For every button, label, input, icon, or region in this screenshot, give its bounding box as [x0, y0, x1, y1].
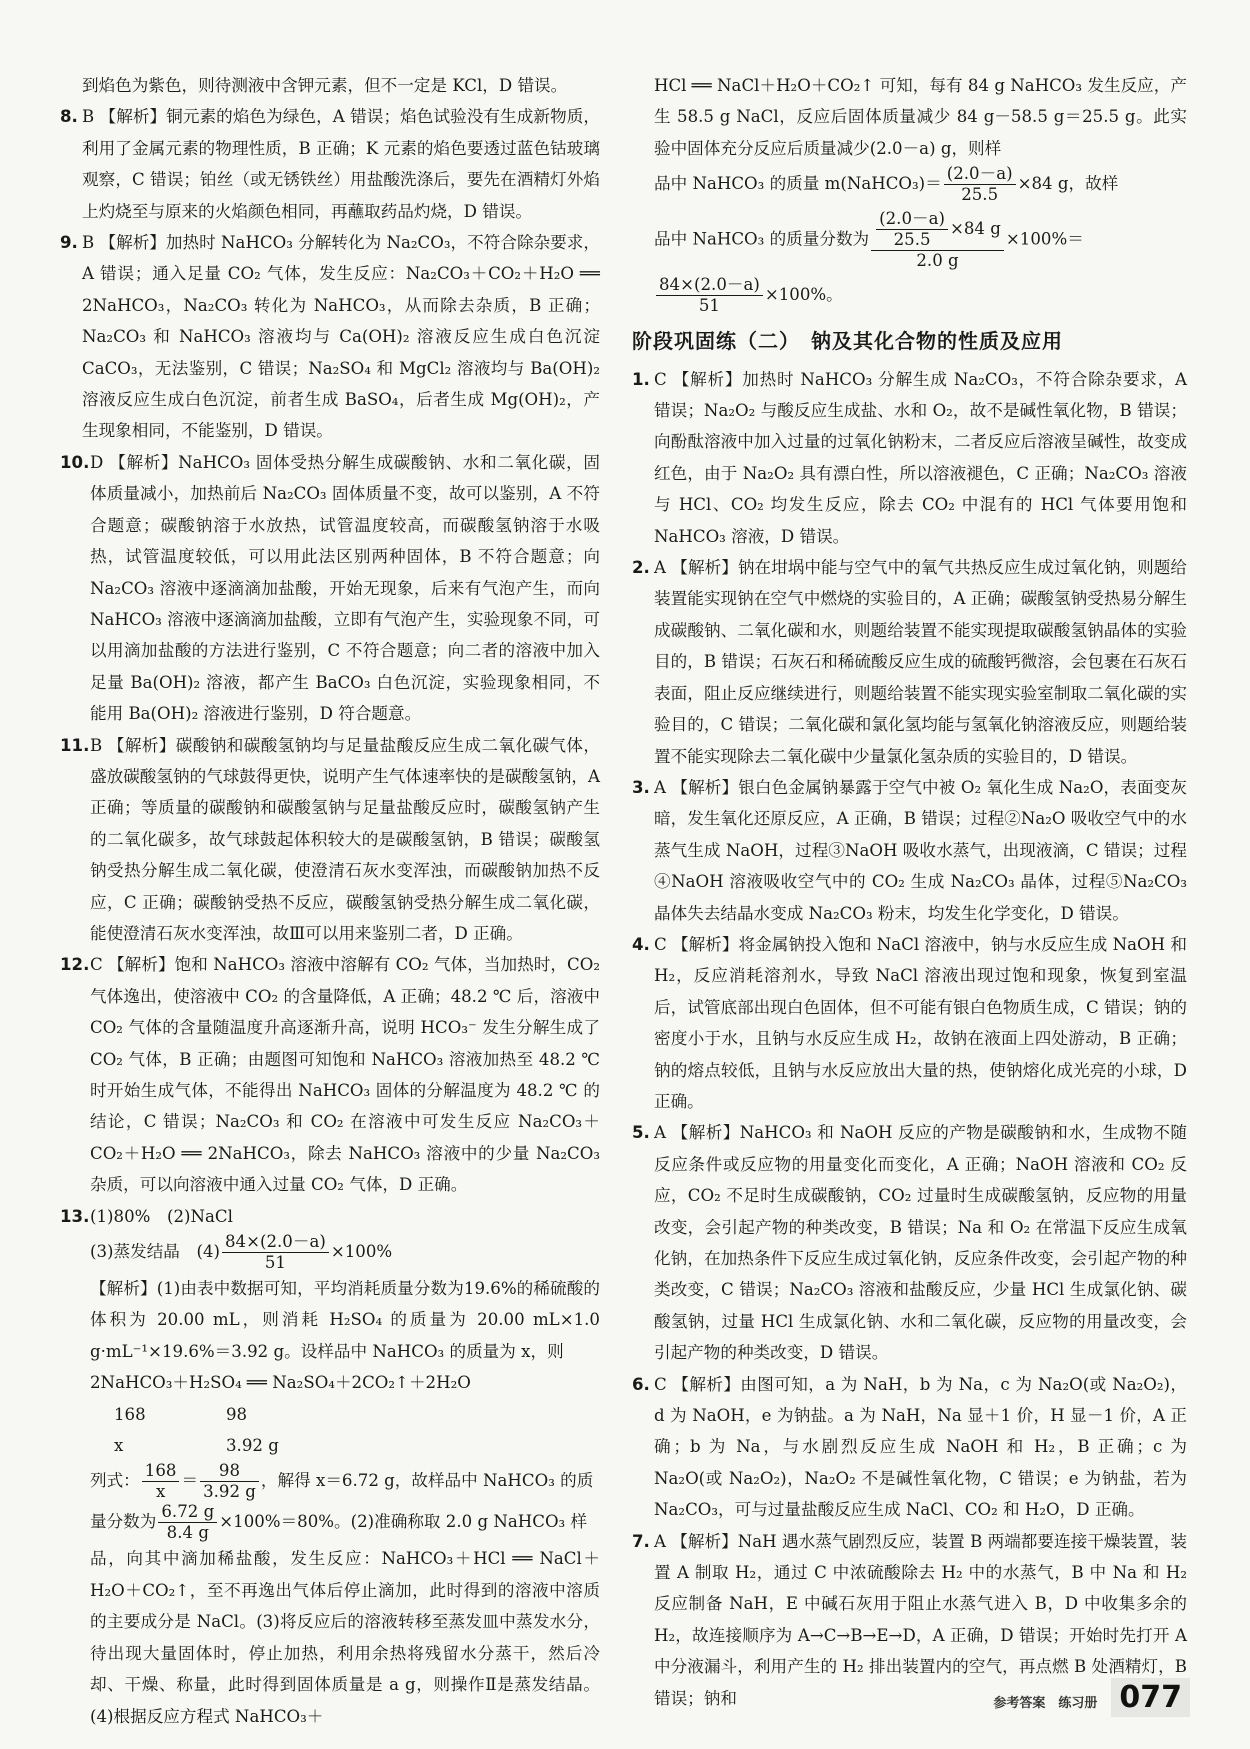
item-text: C 【解析】将金属钠投入饱和 NaCl 溶液中，钠与水反应生成 NaOH 和 H₂，反应消耗溶剂水，导致 NaCl 溶液出现过饱和现象，恢复到室温后，试管底部出现白色固体，但不可能有银白色物质生成，C 错误；钠的密度小于水，且钠与水反应生成 H₂，故钠在液面上四处游动，B 正确；钠的熔点较低，且钠与水反应放出大量的热，使钠熔化成光亮的小球，D 正确。	[654, 934, 1187, 1111]
answer-suffix: ×100%	[330, 1242, 393, 1262]
item-text: A 【解析】NaHCO₃ 和 NaOH 反应的产物是碳酸钠和水，生成物不随反应条件或反应物的用量变化而变化，A 正确；NaOH 溶液和 CO₂ 反应，CO₂ 不足时生成碳酸钠，CO₂ 过量时生成碳酸氢钠，反应物的用量改变，会引起产物的种类改变，B 错误；Na 和 O₂ 在常温下反应生成氧化钠，在加热条件下反应生成过氧化钠，反应条件改变，会引起产物的种类改变，C 错误；Na₂CO₃ 溶液和盐酸反应，少量 HCl 生成氯化钠、碳酸氢钠，过量 HCl 生成氯化钠、水和二氧化碳，反应物的用量改变，会引起产物的种类改变，D 错误。	[654, 1123, 1187, 1363]
answer-item-4	[632, 929, 1187, 1117]
fraction	[656, 275, 763, 316]
fraction	[142, 1461, 180, 1502]
fraction	[200, 1461, 259, 1502]
quantity-x: x	[114, 1436, 124, 1456]
answer-item-8	[60, 101, 600, 227]
explanation-part-1: 【解析】(1)由表中数据可知，平均消耗质量分数为19.6%的稀硫酸的体积为 20.00 mL，则消耗 H₂SO₄ 的质量为 20.00 mL×1.0 g·mL⁻¹×19.6%＝3.92 g。设样品中 NaHCO₃ 的质量为 x，则	[90, 1279, 600, 1361]
fraction-numerator	[871, 209, 1004, 251]
item-number: 9.	[60, 233, 78, 253]
formula-suffix: ×100%＝	[1005, 229, 1084, 249]
fraction-denominator: x	[155, 1482, 166, 1502]
fraction-numerator: 168	[142, 1461, 180, 1482]
fraction	[222, 1232, 329, 1273]
left-column	[60, 70, 600, 1732]
fraction-denominator: 2.0 g	[916, 251, 959, 271]
item-text: C 【解析】由图可知，a 为 NaH，b 为 Na，c 为 Na₂O(或 Na₂O₂)，d 为 NaOH，e 为钠盐。a 为 NaH，Na 显＋1 价，H 显－1 价，A 正确；b 为 Na，与水剧烈反应生成 NaOH 和 H₂，B 正确；c 为 Na₂O(或 Na₂O₂)，Na₂O₂ 不是碱性氧化物，C 错误；e 为钠盐，若为 Na₂CO₃，可与过量盐酸反应生成 NaCl、CO₂ 和 H₂O，D 正确。	[654, 1374, 1187, 1520]
quantity-h2so4: 3.92 g	[226, 1436, 279, 1456]
molar-mass-row	[90, 1399, 600, 1430]
item-number: 6.	[632, 1374, 650, 1394]
fraction-numerator: (2.0－a)	[876, 209, 948, 230]
answer-item-1	[632, 364, 1187, 552]
calculation-line	[90, 1461, 600, 1502]
item-number: 4.	[632, 934, 650, 954]
formula-suffix: ×84 g，故样	[1017, 174, 1119, 194]
explanation-part-2: 品，向其中滴加稀盐酸，发生反应：NaHCO₃＋HCl ══ NaCl＋H₂O＋CO₂↑，至不再逸出气体后停止滴加，此时得到的溶液中溶质的主要成分是 NaCl。(3)将反应后的溶液转移至蒸发皿中蒸发水分，待出现大量固体时，停止加热，利用余热将残留水分蒸干，然后冷却、干燥、称量，此时得到固体质量是 a g，则操作Ⅱ是蒸发结晶。(4)根据反应方程式 NaHCO₃＋	[90, 1549, 600, 1726]
formula-suffix: ×100%。	[764, 285, 843, 305]
item-number: 13.	[60, 1206, 90, 1226]
mass-fraction-line	[90, 1502, 600, 1543]
molar-mass-h2so4: 98	[226, 1404, 248, 1424]
item-text: B 【解析】加热时 NaHCO₃ 分解转化为 Na₂CO₃，不符合除杂要求，A 错误；通入足量 CO₂ 气体，发生反应：Na₂CO₃＋CO₂＋H₂O ══ 2NaHCO₃，Na₂CO₃ 转化为 NaHCO₃，从而除去杂质，B 正确；Na₂CO₃ 和 NaHCO₃ 溶液均与 Ca(OH)₂ 溶液反应生成白色沉淀 CaCO₃，无法鉴别，C 错误；Na₂SO₄ 和 MgCl₂ 溶液均与 Ba(OH)₂ 溶液反应生成白色沉淀，前者生成 BaSO₄，后者生成 Mg(OH)₂，产生现象相同，不能鉴别，D 错误。	[82, 233, 600, 441]
fraction-numerator: 84×(2.0－a)	[222, 1232, 329, 1253]
page-number: 077	[1111, 1678, 1190, 1717]
item-number: 10.	[60, 452, 90, 472]
item-text: D 【解析】NaHCO₃ 固体受热分解生成碳酸钠、水和二氧化碳，固体质量减小，加热前后 Na₂CO₃ 固体质量不变，故可以鉴别，A 不符合题意；碳酸钠溶于水放热，试管温度较高，而碳酸氢钠溶于水吸热，试管温度较低，可以用此法区别两种固体，B 不符合题意；向 Na₂CO₃ 溶液中逐滴滴加盐酸，开始无现象，后来有气泡产生，而向 NaHCO₃ 溶液中逐滴滴加盐酸，立即有气泡产生，实验现象不同，可以用滴加盐酸的方法进行鉴别，C 不符合题意；向二者的溶液中加入足量 Ba(OH)₂ 溶液，都产生 BaCO₃ 白色沉淀，实验现象相同，不能用 Ba(OH)₂ 溶液进行鉴别，D 符合题意。	[90, 452, 600, 724]
answer-item-10	[60, 447, 600, 730]
inner-fraction	[876, 209, 948, 250]
fraction-numerator: (2.0－a)	[944, 164, 1016, 185]
item-text: A 【解析】NaH 遇水蒸气剧烈反应，装置 B 两端都要连接干燥装置，装置 A 制取 H₂，通过 C 中浓硫酸除去 H₂ 中的水蒸气，B 中 Na 和 H₂ 反应制备 NaH，E 中碱石灰用于阻止水蒸气进入 B，D 中收集多余的 H₂，故连接顺序为 A→C→B→E→D，A 正确，D 错误；开始时先打开 A 中分液漏斗，利用产生的 H₂ 排出装置内的空气，再点燃 B 处酒精灯，B 错误；钠和	[654, 1531, 1187, 1708]
calc-prefix: 列式：	[90, 1471, 140, 1491]
right-column	[632, 70, 1187, 1714]
item-text: B 【解析】铜元素的焰色为绿色，A 错误；焰色试验没有生成新物质，利用了金属元素的物理性质，B 正确；K 元素的焰色要透过蓝色钴玻璃观察，C 错误；铂丝（或无锈铁丝）用盐酸洗涤后，要先在酒精灯外焰上灼烧至与原来的火焰颜色相同，再蘸取药品灼烧，D 错误。	[82, 107, 600, 221]
item-text: C 【解析】饱和 NaHCO₃ 溶液中溶解有 CO₂ 气体，当加热时，CO₂ 气体逸出，使溶液中 CO₂ 的含量降低，A 正确；48.2 ℃ 后，溶液中 CO₂ 气体的含量随温度升高逐渐升高，说明 HCO₃⁻ 发生分解生成了 CO₂ 气体，B 正确；由题图可知饱和 NaHCO₃ 溶液加热至 48.2 ℃ 时开始生成气体，不能得出 NaHCO₃ 固体的分解温度为 48.2 ℃ 的结论，C 错误；Na₂CO₃ 和 CO₂ 在溶液中可发生反应 Na₂CO₃＋CO₂＋H₂O ══ 2NaHCO₃，除去 NaHCO₃ 溶液中的少量 Na₂CO₃ 杂质，可以向溶液中通入过量 CO₂ 气体，D 正确。	[90, 955, 600, 1195]
fraction-numerator: 6.72 g	[158, 1502, 217, 1523]
item-text: A 【解析】钠在坩埚中能与空气中的氧气共热反应生成过氧化钠，则题给装置能实现钠在空气中燃烧的实验目的，A 正确；碳酸氢钠受热易分解生成碳酸钠、二氧化碳和水，则题给装置不能实现提取碳酸氢钠晶体的实验目的，B 错误；石灰石和稀硫酸反应生成的硫酸钙微溶，会包裹在石灰石表面，阻止反应继续进行，则题给装置不能实现实验室制取二氧化碳的实验目的，C 错误；二氧化碳和氯化氢均能与氢氧化钠溶液反应，则题给装置不能实现除去二氧化碳中少量氯化氢杂质的实验目的，D 错误。	[654, 558, 1187, 766]
answer-item-9	[60, 227, 600, 447]
item-number: 5.	[632, 1123, 650, 1143]
item-text: A 【解析】银白色金属钠暴露于空气中被 O₂ 氧化生成 Na₂O，表面变灰暗，发生氧化还原反应，A 正确，B 错误；过程②Na₂O 吸收空气中的水蒸气生成 NaOH，过程③NaOH 吸收水蒸气，出现液滴，C 错误；过程④NaOH 溶液吸收空气中的 CO₂ 生成 Na₂CO₃ 晶体，过程⑤Na₂CO₃ 晶体失去结晶水变成 Na₂CO₃ 粉末，均发生化学变化，D 错误。	[654, 777, 1187, 923]
fraction-denominator: 8.4 g	[166, 1523, 209, 1543]
molar-mass-nahco3: 168	[114, 1404, 146, 1424]
calc-suffix: ，解得 x＝6.72 g，故样品中 NaHCO₃ 的质	[260, 1471, 594, 1491]
equals-sign: ＝	[181, 1471, 199, 1491]
item-number: 8.	[60, 107, 78, 127]
answer-prefix: (3)蒸发结晶 (4)	[90, 1242, 220, 1262]
answer-item-3	[632, 772, 1187, 929]
continuation-formula-2	[632, 209, 1187, 271]
fraction-denominator: 51	[698, 296, 720, 316]
inner-suffix: ×84 g	[949, 219, 1001, 239]
item-text: B 【解析】碳酸钠和碳酸氢钠均与足量盐酸反应生成二氧化碳气体，盛放碳酸氢钠的气球鼓得更快，说明产生气体速率快的是碳酸氢钠，A 正确；等质量的碳酸钠和碳酸氢钠与足量盐酸反应时，碳酸氢钠产生的二氧化碳多，故气球鼓起体积较大的是碳酸氢钠，B 错误；碳酸氢钠受热分解生成二氧化碳，使澄清石灰水变浑浊，而碳酸钠加热不反应，C 正确；碳酸钠受热不反应，碳酸氢钠受热分解生成二氧化碳，能使澄清石灰水变浑浊，故Ⅲ可以用来鉴别二者，D 正确。	[90, 735, 600, 943]
item-number: 3.	[632, 777, 650, 797]
answer-item-13	[60, 1201, 600, 1732]
answer-item-6	[632, 1369, 1187, 1526]
mass-suffix: ×100%＝80%。(2)准确称取 2.0 g NaHCO₃ 样	[219, 1512, 588, 1532]
reaction-equation: 2NaHCO₃＋H₂SO₄ ══ Na₂SO₄＋2CO₂↑＋2H₂O	[90, 1373, 471, 1393]
continuation-formula-1	[632, 164, 1187, 205]
item-number: 2.	[632, 558, 650, 578]
answer-line-1: (1)80% (2)NaCl	[90, 1206, 233, 1226]
answer-line-2	[90, 1232, 600, 1273]
fraction-denominator: 3.92 g	[203, 1482, 256, 1502]
footer-label: 参考答案 练习册	[993, 1696, 1098, 1711]
fraction	[158, 1502, 217, 1543]
continuation-text: HCl ══ NaCl＋H₂O＋CO₂↑ 可知，每有 84 g NaHCO₃ 发生反应，产生 58.5 g NaCl，反应后固体质量减少 84 g－58.5 g＝25.5 g。此实验中固体充分反应后质量减少(2.0－a) g，则样	[654, 76, 1187, 158]
section-title: 阶段巩固练（二） 钠及其化合物的性质及应用	[632, 329, 1063, 354]
fraction-denominator: 25.5	[961, 185, 999, 205]
item-number: 12.	[60, 955, 90, 975]
fraction-denominator: 25.5	[893, 230, 931, 250]
fraction-denominator: 51	[264, 1253, 286, 1273]
formula-prefix: 品中 NaHCO₃ 的质量分数为	[654, 229, 870, 249]
fraction-numerator: 84×(2.0－a)	[656, 275, 763, 296]
fraction	[944, 164, 1016, 205]
answer-item-12	[60, 949, 600, 1200]
answer-item-11	[60, 730, 600, 950]
continuation-text: 到焰色为紫色，则待测液中含钾元素，但不一定是 KCl，D 错误。	[82, 76, 568, 95]
item-number: 11.	[60, 735, 90, 755]
answer-item-5	[632, 1117, 1187, 1368]
nested-fraction	[871, 209, 1004, 271]
continuation-formula-3	[632, 275, 1187, 316]
page-footer	[993, 1678, 1190, 1717]
answer-item-2	[632, 552, 1187, 772]
fraction-numerator: 98	[200, 1461, 259, 1482]
mass-prefix: 量分数为	[90, 1512, 157, 1532]
item-number: 1.	[632, 369, 650, 389]
item-text: C 【解析】加热时 NaHCO₃ 分解生成 Na₂CO₃，不符合除杂要求，A 错误；Na₂O₂ 与酸反应生成盐、水和 O₂，故不是碱性氧化物，B 错误；向酚酞溶液中加入过量的过氧化钠粉末，二者反应后溶液呈碱性，故变成红色，由于 Na₂O₂ 具有漂白性，所以溶液褪色，C 正确；Na₂CO₃ 溶液与 HCl、CO₂ 均发生反应，除去 CO₂ 中混有的 HCl 气体要用饱和 NaHCO₃ 溶液，D 错误。	[654, 369, 1187, 546]
formula-prefix: 品中 NaHCO₃ 的质量 m(NaHCO₃)＝	[654, 174, 942, 194]
item-number: 7.	[632, 1531, 650, 1551]
quantity-row	[90, 1430, 600, 1461]
